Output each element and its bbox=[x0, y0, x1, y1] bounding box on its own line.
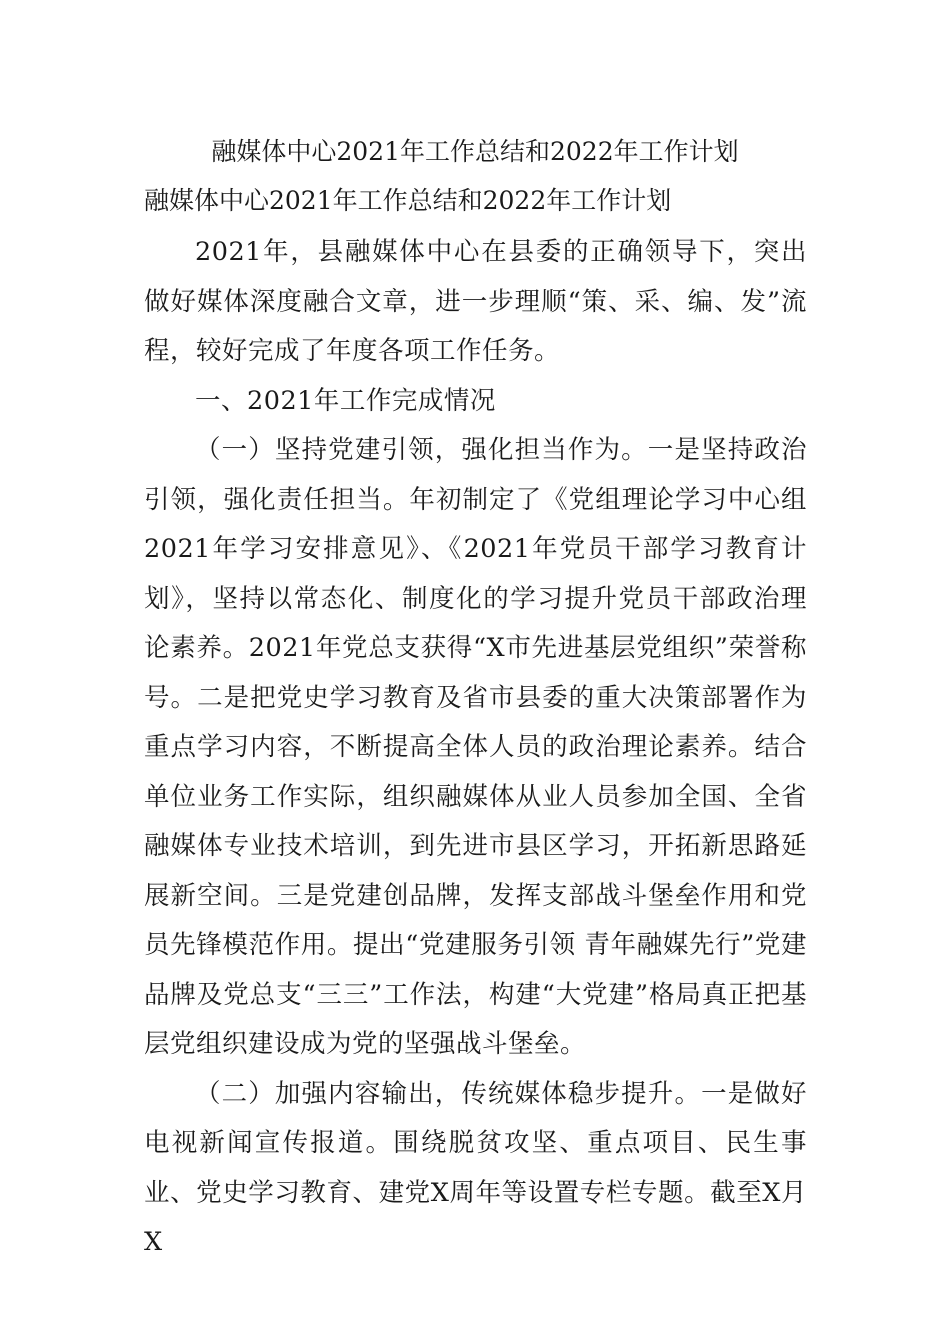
paragraph-party-building: （一）坚持党建引领，强化担当作为。一是坚持政治引领，强化责任担当。年初制定了《党组理论学习中心组2021年学习安排意见》、《2021年党员干部学习教育计划》，坚持以常态化、制度化的学习提升党员干部政治理论素养。2021年党总支获得“X市先进基层党组织”荣誉称号。二是把党史学习教育及省市县委的重大决策部署作为重点学习内容，不断提高全体人员的政治理论素养。结合单位业务工作实际，组织融媒体从业人员参加全国、全省融媒体专业技术培训，到先进市县区学习，开拓新思路延展新空间。三是党建创品牌，发挥支部战斗堡垒作用和党员先锋模范作用。提出“党建服务引领 青年融媒先行”党建品牌及党总支“三三”工作法，构建“大党建”格局真正把基层党组织建设成为党的坚强战斗堡垒。 bbox=[144, 435, 807, 1059]
paragraph-intro: 2021年，县融媒体中心在县委的正确领导下，突出做好媒体深度融合文章，进一步理顺“策、采、编、发”流程，较好完成了年度各项工作任务。 bbox=[144, 237, 807, 366]
section-heading: 一、2021年工作完成情况 bbox=[195, 385, 496, 416]
document-subtitle: 融媒体中心2021年工作总结和2022年工作计划 bbox=[144, 186, 672, 215]
document-title: 融媒体中心2021年工作总结和2022年工作计划 bbox=[211, 137, 739, 166]
paragraph-content-output: （二）加强内容输出，传统媒体稳步提升。一是做好电视新闻宣传报道。围绕脱贫攻坚、重点项目、民生事业、党史学习教育、建党X周年等设置专栏专题。截至X月X bbox=[144, 1078, 807, 1257]
document-body bbox=[144, 228, 807, 1268]
